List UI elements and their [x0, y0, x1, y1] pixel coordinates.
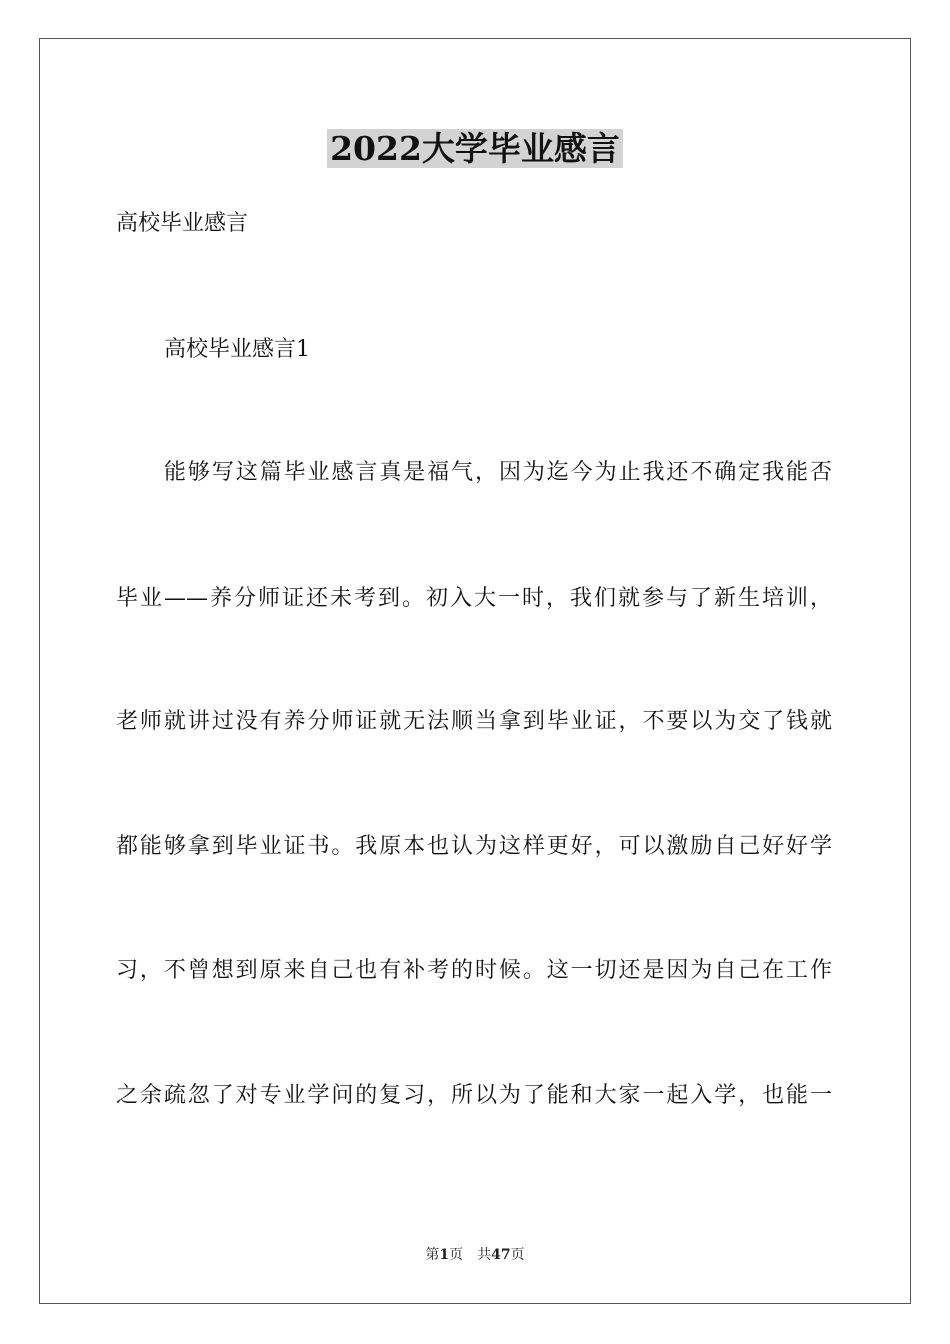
total-suffix: 页: [510, 1247, 525, 1263]
page-suffix: 页: [449, 1247, 464, 1263]
document-title-text: 2022大学毕业感言: [327, 129, 623, 168]
section-heading: 高校毕业感言1: [164, 337, 310, 362]
page-number: 1: [439, 1247, 450, 1263]
total-pages: 47: [491, 1247, 511, 1263]
body-line: 之余疏忽了对专业学问的复习，所以为了能和大家一起入学，也能一: [116, 1083, 832, 1108]
page-footer: [0, 1245, 950, 1265]
body-line: 老师就讲过没有养分师证就无法顺当拿到毕业证，不要以为交了钱就: [116, 709, 832, 734]
body-line: 能够写这篇毕业感言真是福气，因为迄今为止我还不确定我能否: [164, 460, 832, 485]
document-subtitle: 高校毕业感言: [116, 211, 249, 236]
body-line: 习，不曾想到原来自己也有补考的时候。这一切还是因为自己在工作: [116, 958, 832, 983]
total-prefix: 共: [477, 1247, 492, 1263]
document-title: [0, 128, 950, 170]
body-line: 都能够拿到毕业证书。我原本也认为这样更好，可以激励自己好好学: [116, 834, 832, 859]
page-prefix: 第: [425, 1247, 440, 1263]
body-line: 毕业——养分师证还未考到。初入大一时，我们就参与了新生培训，: [116, 586, 832, 611]
